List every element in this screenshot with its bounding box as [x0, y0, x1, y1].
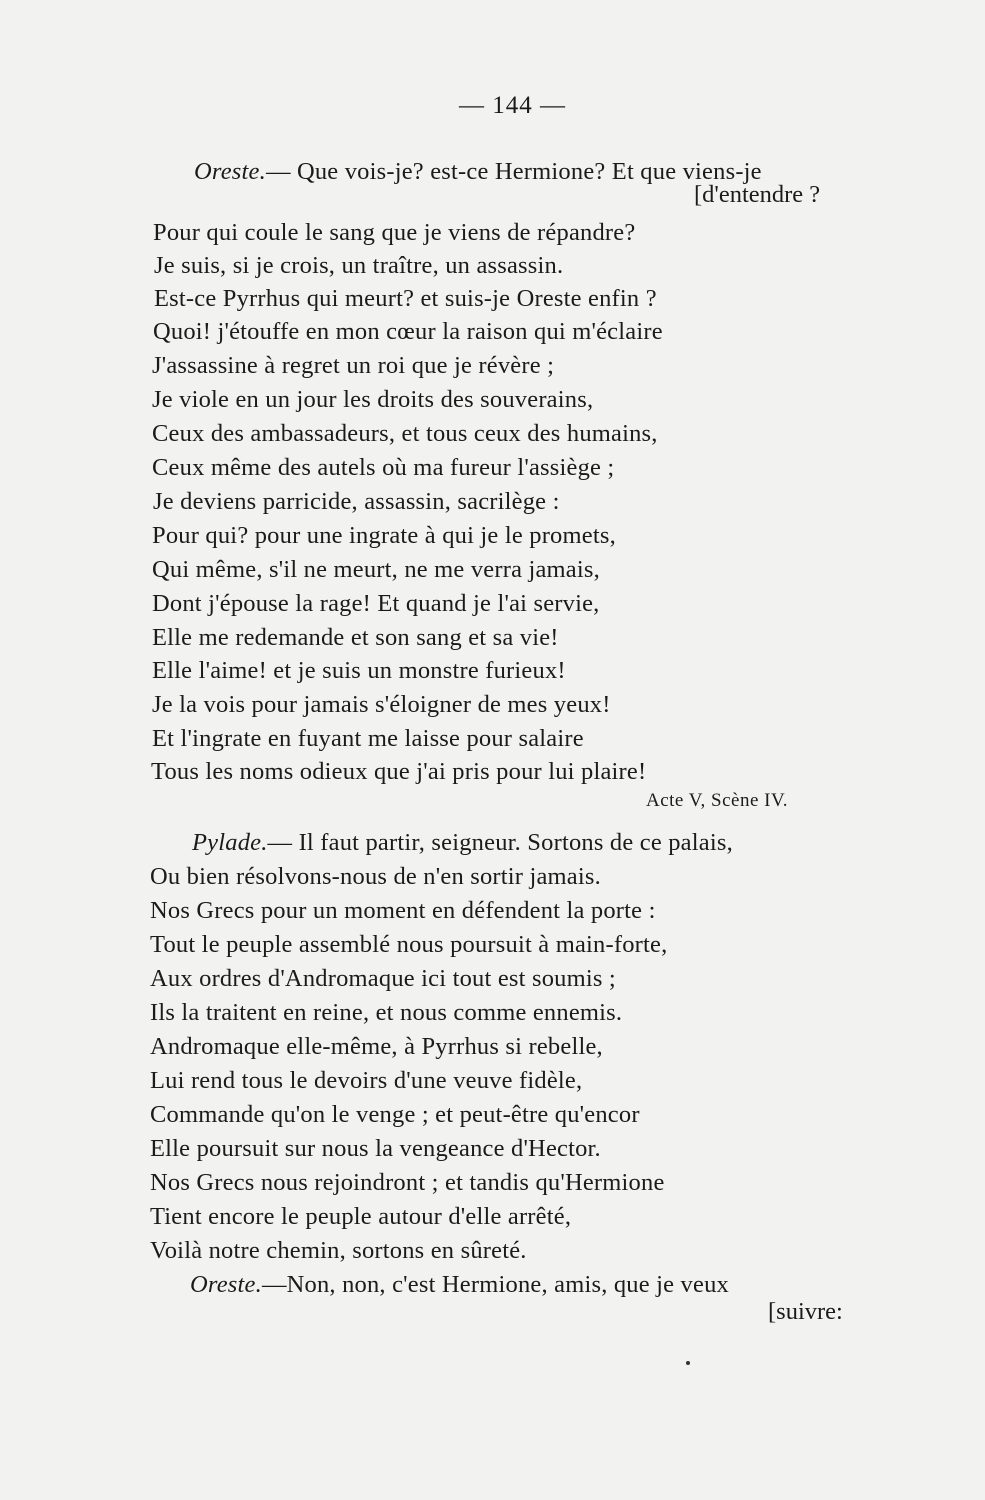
- verse-line: Tient encore le peuple autour d'elle arrêté,: [150, 1203, 572, 1230]
- verse-line: Nos Grecs nous rejoindront ; et tandis qu'Hermione: [150, 1169, 665, 1196]
- speaker-name: Oreste.: [190, 1271, 262, 1298]
- verse-line: Et l'ingrate en fuyant me laisse pour salaire: [152, 725, 584, 752]
- verse-line: Je la vois pour jamais s'éloigner de mes yeux!: [152, 691, 611, 718]
- page-number: — 144 —: [459, 92, 566, 119]
- verse-line: Elle me redemande et son sang et sa vie!: [152, 624, 559, 651]
- speaker-dash: —: [267, 829, 293, 856]
- verse-text: Que vois-je? est-ce Hermione? Et que viens-je: [296, 158, 762, 185]
- ink-speck: [686, 1361, 690, 1365]
- verse-line: Pour qui coule le sang que je viens de répandre?: [153, 219, 636, 246]
- verse-text: Non, non, c'est Hermione, amis, que je veux: [286, 1271, 729, 1298]
- speaker-dash: —: [261, 1271, 287, 1298]
- scene-reference: Acte V, Scène IV.: [646, 790, 789, 811]
- verse-line: Qui même, s'il ne meurt, ne me verra jamais,: [152, 556, 600, 583]
- verse-line: Dont j'épouse la rage! Et quand je l'ai servie,: [152, 590, 600, 617]
- speaker-dash: —: [265, 158, 291, 185]
- verse-line: J'assassine à regret un roi que je révère ;: [152, 352, 555, 379]
- verse-line: Elle poursuit sur nous la vengeance d'Hector.: [150, 1135, 601, 1162]
- speech-first-line: [190, 1270, 729, 1300]
- verse-line: Quoi! j'étouffe en mon cœur la raison qui m'éclaire: [153, 318, 663, 345]
- verse-line: Voilà notre chemin, sortons en sûreté.: [150, 1237, 527, 1264]
- speech-first-line: [194, 157, 762, 187]
- verse-line: Aux ordres d'Andromaque ici tout est soumis ;: [150, 965, 616, 992]
- verse-line: Elle l'aime! et je suis un monstre furieux!: [152, 657, 566, 684]
- speech-first-line: [192, 828, 733, 858]
- verse-line: Ceux même des autels où ma fureur l'assiège ;: [152, 454, 615, 481]
- verse-line: Tous les noms odieux que j'ai pris pour lui plaire!: [151, 758, 647, 785]
- verse-line: Pour qui? pour une ingrate à qui je le promets,: [152, 522, 616, 549]
- verse-continuation: [d'entendre ?: [694, 181, 821, 208]
- verse-line: Je viole en un jour les droits des souverains,: [152, 386, 594, 413]
- verse-line: Je deviens parricide, assassin, sacrilège :: [153, 488, 560, 515]
- verse-line: Andromaque elle-même, à Pyrrhus si rebelle,: [150, 1033, 603, 1060]
- speaker-name: Oreste.: [194, 158, 266, 185]
- verse-line: Ceux des ambassadeurs, et tous ceux des humains,: [152, 420, 658, 447]
- speaker-name: Pylade.: [192, 829, 268, 856]
- verse-line: Ils la traitent en reine, et nous comme ennemis.: [150, 999, 623, 1026]
- verse-line: Est-ce Pyrrhus qui meurt? et suis-je Oreste enfin ?: [154, 285, 657, 312]
- verse-continuation: [suivre:: [768, 1298, 843, 1325]
- verse-line: Nos Grecs pour un moment en défendent la porte :: [150, 897, 656, 924]
- verse-line: Lui rend tous le devoirs d'une veuve fidèle,: [150, 1067, 583, 1094]
- verse-text: Il faut partir, seigneur. Sortons de ce palais,: [298, 829, 733, 856]
- verse-line: Tout le peuple assemblé nous poursuit à main-forte,: [150, 931, 668, 958]
- verse-line: Ou bien résolvons-nous de n'en sortir jamais.: [150, 863, 601, 890]
- verse-line: Commande qu'on le venge ; et peut-être qu'encor: [150, 1101, 640, 1128]
- verse-line: Je suis, si je crois, un traître, un assassin.: [154, 252, 564, 279]
